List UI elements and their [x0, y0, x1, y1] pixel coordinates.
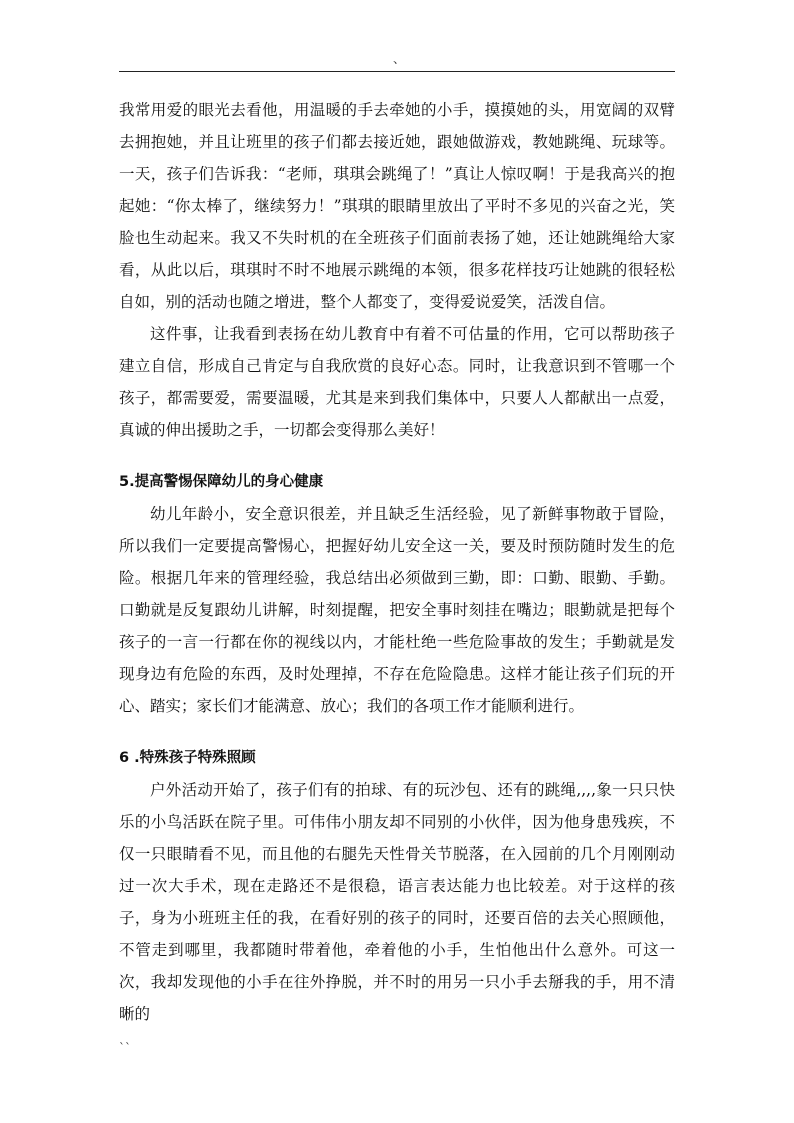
- header-mark: 、: [393, 52, 406, 66]
- paragraph-praise-reflection: 这件事，让我看到表扬在幼儿教育中有着不可估量的作用，它可以帮助孩子建立自信，形成自己肯定与自我欣赏的良好心态。同时，让我意识到不管哪一个孩子，都需要爱，需要温暖，尤其是来到我们集体中，只要人人都献出一点爱，真诚的伸出援助之手，一切都会变得那么美好！: [119, 325, 675, 439]
- section-spacer: [119, 722, 675, 742]
- paragraph-special-care: 户外活动开始了，孩子们有的拍球、有的玩沙包、还有的跳绳,,,,象一只只快乐的小鸟活跃在院子里。可伟伟小朋友却不同别的小伙伴，因为他身患残疾，不仅一只眼睛看不见，而且他的右腿先天性骨关节脱落，在入园前的几个月刚刚动过一次大手术，现在走路还不是很稳，语言表达能力也比较差。对于这样的孩子，身为小班班主任的我，在看好别的孩子的同时，还要百倍的去关心照顾他，不管走到哪里，我都随时带着他，牵着他的小手，生怕他出什么意外。可这一次，我却发现他的小手在往外挣脱，并不时的用另一只小手去掰我的手，用不清晰的: [119, 781, 675, 1023]
- footer-mark: ``: [119, 1041, 131, 1055]
- header-rule: [119, 71, 675, 72]
- document-body: [119, 94, 675, 1030]
- paragraph-qiqi-story: 我常用爱的眼光去看他，用温暖的手去牵她的小手，摸摸她的头，用宽阔的双臂去拥抱她，并且让班里的孩子们都去接近她，跟她做游戏，教她跳绳、玩球等。一天，孩子们告诉我：“老师，琪琪会跳绳了！”真让人惊叹啊！于是我高兴的抱起她：“你太棒了，继续努力！”琪琪的眼睛里放出了平时不多见的兴奋之光，笑脸也生动起来。我又不失时机的在全班孩子们面前表扬了她，还让她跳绳给大家看，从此以后，琪琪时不时不地展示跳绳的本领，很多花样技巧让她跳的很轻松自如，别的活动也随之增进，整个人都变了，变得爱说爱笑，活泼自信。: [119, 101, 675, 311]
- section-heading-safety: 5.提高警惕保障幼儿的身心健康: [119, 474, 324, 490]
- paragraph-safety: 幼儿年龄小，安全意识很差，并且缺乏生活经验，见了新鲜事物敢于冒险，所以我们一定要提高警惕心，把握好幼儿安全这一关，要及时预防随时发生的危险。根据几年来的管理经验，我总结出必须做到三勤，即：口勤、眼勤、手勤。口勤就是反复跟幼儿讲解，时刻提醒，把安全事时刻挂在嘴边；眼勤就是把每个孩子的一言一行都在你的视线以内，才能杜绝一些危险事故的发生；手勤就是发现身边有危险的东西，及时处理掉，不存在危险隐患。这样才能让孩子们玩的开心、踏实；家长们才能满意、放心；我们的各项工作才能顺利进行。: [119, 505, 675, 715]
- section-heading-special-care: 6 .特殊孩子特殊照顾: [119, 750, 256, 766]
- section-spacer: [119, 446, 675, 466]
